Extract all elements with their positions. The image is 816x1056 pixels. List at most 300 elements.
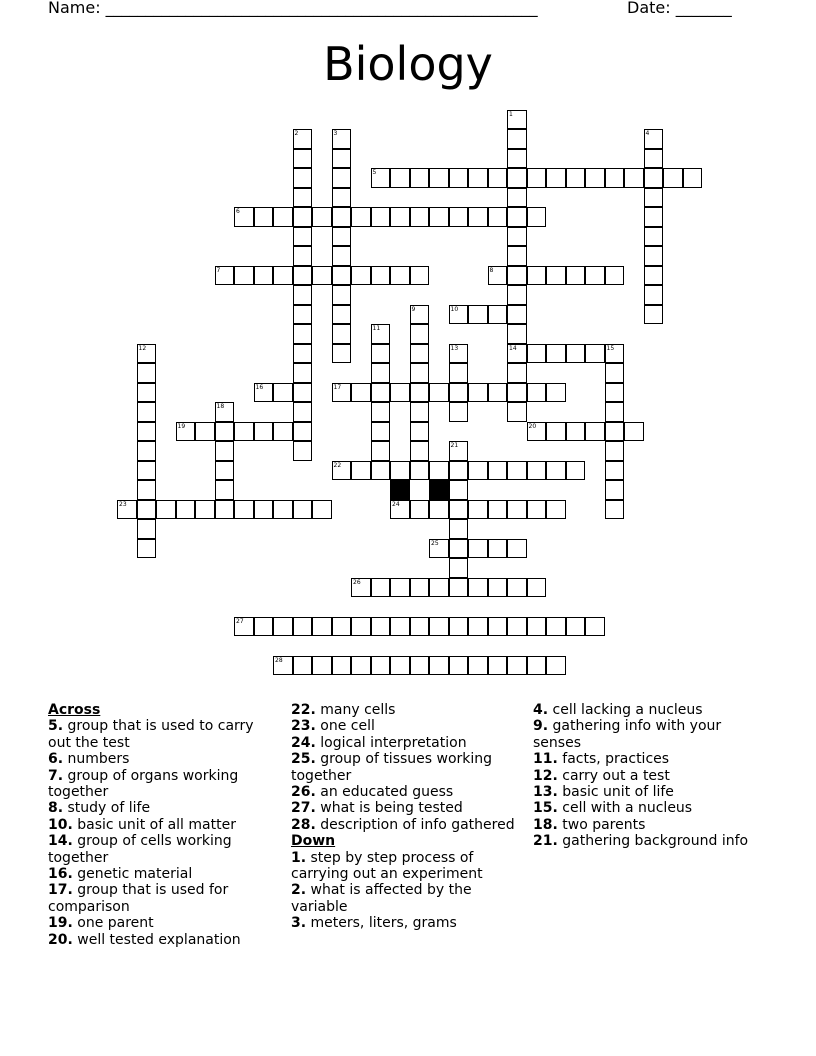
crossword-cell[interactable] bbox=[546, 422, 566, 442]
crossword-cell[interactable] bbox=[351, 656, 371, 676]
crossword-cell[interactable] bbox=[293, 149, 313, 169]
crossword-cell[interactable] bbox=[332, 617, 352, 637]
crossword-cell[interactable] bbox=[215, 480, 235, 500]
crossword-cell[interactable] bbox=[605, 168, 625, 188]
crossword-cell[interactable] bbox=[449, 617, 469, 637]
crossword-cell[interactable] bbox=[332, 656, 352, 676]
crossword-cell[interactable] bbox=[273, 656, 293, 676]
crossword-cell[interactable] bbox=[215, 461, 235, 481]
crossword-cell[interactable] bbox=[566, 422, 586, 442]
crossword-cell[interactable] bbox=[468, 383, 488, 403]
clue-number: 9. bbox=[533, 718, 549, 735]
crossword-cell[interactable] bbox=[254, 207, 274, 227]
crossword-cell[interactable] bbox=[507, 129, 527, 149]
crossword-cell[interactable] bbox=[663, 168, 683, 188]
crossword-cell[interactable] bbox=[351, 461, 371, 481]
crossword-cell[interactable] bbox=[254, 500, 274, 520]
crossword-cell[interactable] bbox=[117, 500, 137, 520]
clue-item bbox=[48, 768, 274, 801]
clue-text: gathering background info bbox=[557, 833, 749, 850]
crossword-cell[interactable] bbox=[390, 656, 410, 676]
crossword-cell[interactable] bbox=[293, 500, 313, 520]
crossword-cell[interactable] bbox=[176, 500, 196, 520]
clue-text: many cells bbox=[315, 702, 396, 718]
clue-number: 10. bbox=[48, 816, 73, 833]
crossword-cell[interactable] bbox=[546, 383, 566, 403]
crossword-cell[interactable] bbox=[332, 305, 352, 325]
crossword-cell[interactable] bbox=[488, 539, 508, 559]
crossword-cell[interactable] bbox=[156, 500, 176, 520]
crossword-cell[interactable] bbox=[644, 266, 664, 286]
crossword-cell[interactable] bbox=[644, 129, 664, 149]
clue-item bbox=[291, 882, 517, 915]
crossword-cell[interactable] bbox=[449, 539, 469, 559]
crossword-cell[interactable] bbox=[137, 519, 157, 539]
crossword-cell[interactable] bbox=[293, 383, 313, 403]
crossword-cell[interactable] bbox=[371, 402, 391, 422]
crossword-cell[interactable] bbox=[390, 500, 410, 520]
crossword-cell[interactable] bbox=[488, 207, 508, 227]
crossword-cell[interactable] bbox=[507, 578, 527, 598]
crossword-cell[interactable] bbox=[507, 656, 527, 676]
crossword-cell[interactable] bbox=[137, 480, 157, 500]
crossword-cell[interactable] bbox=[527, 383, 547, 403]
crossword-cell[interactable] bbox=[507, 266, 527, 286]
crossword-cell[interactable] bbox=[488, 617, 508, 637]
crossword-cell[interactable] bbox=[429, 578, 449, 598]
crossword-cell[interactable] bbox=[234, 207, 254, 227]
crossword-cell[interactable] bbox=[390, 266, 410, 286]
crossword-cell[interactable] bbox=[507, 539, 527, 559]
crossword-cell[interactable] bbox=[585, 344, 605, 364]
crossword-cell[interactable] bbox=[137, 344, 157, 364]
crossword-cell[interactable] bbox=[605, 383, 625, 403]
crossword-cell[interactable] bbox=[195, 500, 215, 520]
crossword-cell[interactable] bbox=[468, 617, 488, 637]
crossword-cell[interactable] bbox=[332, 266, 352, 286]
crossword-cell[interactable] bbox=[605, 402, 625, 422]
crossword-cell[interactable] bbox=[195, 422, 215, 442]
crossword-cell[interactable] bbox=[546, 344, 566, 364]
crossword-cell[interactable] bbox=[546, 266, 566, 286]
clue-item bbox=[48, 882, 274, 915]
crossword-cell[interactable] bbox=[293, 363, 313, 383]
crossword-cell[interactable] bbox=[585, 168, 605, 188]
crossword-cell[interactable] bbox=[312, 266, 332, 286]
crossword-cell[interactable] bbox=[644, 305, 664, 325]
crossword-cell[interactable] bbox=[371, 266, 391, 286]
crossword-cell[interactable] bbox=[468, 305, 488, 325]
crossword-cell[interactable] bbox=[410, 363, 430, 383]
clue-item bbox=[291, 702, 517, 718]
crossword-cell[interactable] bbox=[371, 363, 391, 383]
crossword-cell[interactable] bbox=[293, 285, 313, 305]
crossword-cell[interactable] bbox=[410, 207, 430, 227]
clues-column-3 bbox=[533, 702, 773, 850]
crossword-cell[interactable] bbox=[332, 227, 352, 247]
crossword-cell[interactable] bbox=[332, 129, 352, 149]
clue-text: one cell bbox=[315, 718, 375, 735]
cell-number: 2 bbox=[294, 130, 299, 137]
crossword-cell[interactable] bbox=[624, 422, 644, 442]
crossword-cell[interactable] bbox=[215, 266, 235, 286]
crossword-cell[interactable] bbox=[624, 168, 644, 188]
cell-number: 26 bbox=[353, 578, 361, 586]
crossword-cell[interactable] bbox=[293, 207, 313, 227]
crossword-cell[interactable] bbox=[527, 422, 547, 442]
crossword-cell[interactable] bbox=[546, 500, 566, 520]
crossword-cell[interactable] bbox=[410, 324, 430, 344]
crossword-cell[interactable] bbox=[546, 656, 566, 676]
crossword-cell[interactable] bbox=[351, 207, 371, 227]
crossword-cell[interactable] bbox=[468, 656, 488, 676]
cell-number: 9 bbox=[411, 305, 416, 313]
crossword-cell[interactable] bbox=[507, 617, 527, 637]
crossword-cell[interactable] bbox=[468, 500, 488, 520]
crossword-cell[interactable] bbox=[429, 539, 449, 559]
crossword-cell[interactable] bbox=[585, 617, 605, 637]
crossword-cell[interactable] bbox=[410, 402, 430, 422]
clue-number: 24. bbox=[291, 734, 316, 751]
crossword-cell[interactable] bbox=[429, 500, 449, 520]
crossword-cell[interactable] bbox=[488, 266, 508, 286]
crossword-cell[interactable] bbox=[449, 207, 469, 227]
crossword-cell[interactable] bbox=[410, 461, 430, 481]
crossword-cell[interactable] bbox=[527, 168, 547, 188]
crossword-cell[interactable] bbox=[546, 617, 566, 637]
crossword-cell[interactable] bbox=[429, 168, 449, 188]
crossword-cell[interactable] bbox=[371, 461, 391, 481]
crossword-cell[interactable] bbox=[488, 383, 508, 403]
crossword-cell[interactable] bbox=[546, 461, 566, 481]
crossword-cell[interactable] bbox=[293, 188, 313, 208]
crossword-cell[interactable] bbox=[507, 363, 527, 383]
crossword-cell[interactable] bbox=[683, 168, 703, 188]
crossword-cell[interactable] bbox=[644, 285, 664, 305]
crossword-cell[interactable] bbox=[332, 168, 352, 188]
crossword-cell[interactable] bbox=[605, 441, 625, 461]
crossword-cell[interactable] bbox=[429, 617, 449, 637]
crossword-cell[interactable] bbox=[332, 188, 352, 208]
crossword-cell[interactable] bbox=[527, 461, 547, 481]
crossword-cell[interactable] bbox=[468, 461, 488, 481]
crossword-cell[interactable] bbox=[390, 578, 410, 598]
clue-text: logical interpretation bbox=[315, 734, 467, 751]
crossword-cell[interactable] bbox=[332, 461, 352, 481]
crossword-cell[interactable] bbox=[390, 617, 410, 637]
crossword-cell[interactable] bbox=[605, 500, 625, 520]
crossword-cell[interactable] bbox=[410, 266, 430, 286]
crossword-cell[interactable] bbox=[332, 285, 352, 305]
crossword-cell[interactable] bbox=[644, 227, 664, 247]
crossword-cell[interactable] bbox=[488, 656, 508, 676]
cell-number: 19 bbox=[177, 422, 186, 430]
crossword-cell[interactable] bbox=[605, 344, 625, 364]
crossword-cell[interactable] bbox=[293, 129, 313, 149]
crossword-cell[interactable] bbox=[644, 168, 664, 188]
crossword-cell[interactable] bbox=[507, 324, 527, 344]
crossword-cell[interactable] bbox=[449, 383, 469, 403]
crossword-cell[interactable] bbox=[449, 344, 469, 364]
crossword-cell[interactable] bbox=[176, 422, 196, 442]
crossword-cell[interactable] bbox=[410, 344, 430, 364]
crossword-cell[interactable] bbox=[293, 227, 313, 247]
crossword-cell[interactable] bbox=[254, 383, 274, 403]
clue-text: cell lacking a nucleus bbox=[548, 702, 703, 718]
crossword-cell[interactable] bbox=[449, 519, 469, 539]
crossword-cell[interactable] bbox=[566, 266, 586, 286]
clue-item bbox=[533, 800, 773, 816]
crossword-cell[interactable] bbox=[605, 422, 625, 442]
crossword-cell[interactable] bbox=[351, 617, 371, 637]
crossword-cell[interactable] bbox=[410, 422, 430, 442]
crossword-cell[interactable] bbox=[293, 422, 313, 442]
crossword-cell[interactable] bbox=[312, 500, 332, 520]
crossword-cell[interactable] bbox=[605, 266, 625, 286]
crossword-cell[interactable] bbox=[507, 110, 527, 130]
crossword-cell[interactable] bbox=[644, 149, 664, 169]
crossword-cell[interactable] bbox=[566, 168, 586, 188]
clue-item bbox=[291, 850, 517, 883]
crossword-cell[interactable] bbox=[273, 383, 293, 403]
crossword-cell[interactable] bbox=[449, 578, 469, 598]
crossword-cell[interactable] bbox=[527, 207, 547, 227]
across-heading: Across bbox=[48, 702, 101, 718]
crossword-cell[interactable] bbox=[527, 617, 547, 637]
down-heading: Down bbox=[291, 833, 336, 850]
crossword-cell[interactable] bbox=[488, 305, 508, 325]
crossword-cell[interactable] bbox=[215, 500, 235, 520]
crossword-cell[interactable] bbox=[488, 168, 508, 188]
crossword-cell[interactable] bbox=[293, 246, 313, 266]
crossword-cell[interactable] bbox=[644, 246, 664, 266]
crossword-cell[interactable] bbox=[390, 383, 410, 403]
crossword-cell[interactable] bbox=[293, 324, 313, 344]
crossword-cell[interactable] bbox=[605, 480, 625, 500]
crossword-cell[interactable] bbox=[527, 500, 547, 520]
crossword-cell[interactable] bbox=[507, 207, 527, 227]
crossword-cell[interactable] bbox=[390, 207, 410, 227]
crossword-cell[interactable] bbox=[273, 617, 293, 637]
crossword-cell[interactable] bbox=[234, 617, 254, 637]
crossword-cell[interactable] bbox=[137, 500, 157, 520]
cell-number: 5 bbox=[372, 169, 377, 176]
crossword-cell[interactable] bbox=[293, 617, 313, 637]
crossword-cell[interactable] bbox=[273, 207, 293, 227]
crossword-cell[interactable] bbox=[137, 441, 157, 461]
crossword-cell[interactable] bbox=[585, 266, 605, 286]
clue-text: genetic material bbox=[72, 866, 193, 883]
crossword-cell[interactable] bbox=[507, 188, 527, 208]
crossword-cell[interactable] bbox=[488, 500, 508, 520]
crossword-cell[interactable] bbox=[644, 207, 664, 227]
crossword-cell[interactable] bbox=[410, 617, 430, 637]
crossword-cell[interactable] bbox=[410, 500, 430, 520]
crossword-cell[interactable] bbox=[215, 422, 235, 442]
crossword-cell[interactable] bbox=[312, 656, 332, 676]
crossword-cell[interactable] bbox=[273, 422, 293, 442]
cell-number: 18 bbox=[216, 403, 225, 410]
crossword-cell[interactable] bbox=[371, 168, 391, 188]
clue-text: description of info gathered bbox=[315, 816, 515, 833]
crossword-cell[interactable] bbox=[488, 461, 508, 481]
crossword-cell[interactable] bbox=[351, 266, 371, 286]
crossword-cell[interactable] bbox=[137, 363, 157, 383]
crossword-cell[interactable] bbox=[234, 500, 254, 520]
crossword-cell[interactable] bbox=[468, 168, 488, 188]
crossword-cell[interactable] bbox=[293, 656, 313, 676]
crossword-cell[interactable] bbox=[234, 422, 254, 442]
crossword-cell[interactable] bbox=[644, 188, 664, 208]
crossword-cell[interactable] bbox=[137, 539, 157, 559]
crossword-cell[interactable] bbox=[429, 461, 449, 481]
crossword-cell[interactable] bbox=[429, 383, 449, 403]
crossword-cell[interactable] bbox=[429, 656, 449, 676]
crossword-cell[interactable] bbox=[449, 363, 469, 383]
crossword-cell[interactable] bbox=[332, 149, 352, 169]
crossword-cell[interactable] bbox=[507, 168, 527, 188]
clue-number: 7. bbox=[48, 767, 64, 784]
crossword-cell[interactable] bbox=[332, 246, 352, 266]
crossword-cell[interactable] bbox=[468, 578, 488, 598]
crossword-cell[interactable] bbox=[429, 207, 449, 227]
crossword-cell[interactable] bbox=[371, 656, 391, 676]
cell-number: 15 bbox=[606, 344, 615, 352]
crossword-cell[interactable] bbox=[351, 383, 371, 403]
crossword-cell[interactable] bbox=[449, 656, 469, 676]
crossword-cell[interactable] bbox=[507, 246, 527, 266]
clue-item bbox=[291, 817, 517, 833]
cell-number: 1 bbox=[509, 110, 513, 118]
crossword-cell[interactable] bbox=[566, 617, 586, 637]
crossword-cell[interactable] bbox=[312, 207, 332, 227]
crossword-cell[interactable] bbox=[351, 578, 371, 598]
crossword-cell[interactable] bbox=[410, 168, 430, 188]
clue-number: 25. bbox=[291, 751, 316, 768]
crossword-cell[interactable] bbox=[449, 441, 469, 461]
clue-number: 26. bbox=[291, 784, 316, 801]
cell-number: 10 bbox=[450, 305, 459, 313]
clue-number: 4. bbox=[533, 702, 549, 718]
crossword-cell[interactable] bbox=[410, 441, 430, 461]
crossword-cell[interactable] bbox=[449, 402, 469, 422]
crossword-cell[interactable] bbox=[507, 305, 527, 325]
crossword-cell[interactable] bbox=[585, 422, 605, 442]
crossword-cell[interactable] bbox=[507, 500, 527, 520]
crossword-cell[interactable] bbox=[410, 656, 430, 676]
clue-item bbox=[291, 784, 517, 800]
crossword-cell[interactable] bbox=[371, 344, 391, 364]
crossword-cell[interactable] bbox=[488, 578, 508, 598]
crossword-cell[interactable] bbox=[410, 578, 430, 598]
crossword-cell[interactable] bbox=[449, 480, 469, 500]
crossword-cell[interactable] bbox=[332, 383, 352, 403]
crossword-cell[interactable] bbox=[273, 266, 293, 286]
crossword-cell[interactable] bbox=[449, 500, 469, 520]
crossword-cell[interactable] bbox=[449, 305, 469, 325]
crossword-cell[interactable] bbox=[137, 383, 157, 403]
crossword-cell[interactable] bbox=[293, 168, 313, 188]
crossword-cell[interactable] bbox=[449, 168, 469, 188]
crossword-cell[interactable] bbox=[410, 383, 430, 403]
clue-number: 11. bbox=[533, 751, 558, 768]
crossword-cell[interactable] bbox=[215, 441, 235, 461]
clue-number: 17. bbox=[48, 882, 73, 899]
clues-column-1 bbox=[48, 702, 274, 948]
crossword-cell[interactable] bbox=[293, 402, 313, 422]
crossword-cell[interactable] bbox=[254, 266, 274, 286]
crossword-cell[interactable] bbox=[332, 207, 352, 227]
crossword-cell[interactable] bbox=[371, 207, 391, 227]
crossword-cell[interactable] bbox=[507, 383, 527, 403]
crossword-cell[interactable] bbox=[527, 656, 547, 676]
crossword-cell[interactable] bbox=[527, 344, 547, 364]
crossword-cell[interactable] bbox=[605, 363, 625, 383]
crossword-cell[interactable] bbox=[332, 324, 352, 344]
cell-number: 12 bbox=[138, 344, 147, 352]
crossword-cell[interactable] bbox=[527, 578, 547, 598]
crossword-cell[interactable] bbox=[312, 617, 332, 637]
crossword-cell[interactable] bbox=[468, 539, 488, 559]
date-field-label: Date: _______ bbox=[627, 0, 732, 17]
crossword-cell[interactable] bbox=[546, 168, 566, 188]
crossword-cell[interactable] bbox=[234, 266, 254, 286]
crossword-cell[interactable] bbox=[605, 461, 625, 481]
crossword-cell[interactable] bbox=[254, 422, 274, 442]
crossword-cell[interactable] bbox=[215, 402, 235, 422]
clue-number: 21. bbox=[533, 833, 558, 850]
crossword-cell[interactable] bbox=[449, 558, 469, 578]
crossword-cell[interactable] bbox=[254, 617, 274, 637]
down-clue-list bbox=[291, 850, 517, 932]
crossword-cell[interactable] bbox=[390, 168, 410, 188]
crossword-cell[interactable] bbox=[566, 461, 586, 481]
crossword-cell[interactable] bbox=[507, 149, 527, 169]
crossword-cell[interactable] bbox=[507, 285, 527, 305]
crossword-cell[interactable] bbox=[507, 402, 527, 422]
crossword-cell[interactable] bbox=[468, 207, 488, 227]
crossword-cell[interactable] bbox=[410, 305, 430, 325]
crossword-cell[interactable] bbox=[371, 324, 391, 344]
clue-number: 6. bbox=[48, 751, 64, 768]
cell-number: 7 bbox=[216, 266, 221, 274]
crossword-cell[interactable] bbox=[507, 227, 527, 247]
crossword-cell[interactable] bbox=[137, 402, 157, 422]
crossword-cell[interactable] bbox=[137, 461, 157, 481]
crossword-cell[interactable] bbox=[371, 617, 391, 637]
crossword-cell[interactable] bbox=[390, 461, 410, 481]
crossword-cell[interactable] bbox=[566, 344, 586, 364]
crossword-cell[interactable] bbox=[371, 578, 391, 598]
clue-item bbox=[533, 702, 773, 718]
crossword-cell[interactable] bbox=[527, 266, 547, 286]
crossword-cell[interactable] bbox=[293, 305, 313, 325]
crossword-cell[interactable] bbox=[449, 461, 469, 481]
crossword-cell[interactable] bbox=[507, 344, 527, 364]
clue-text: what is being tested bbox=[315, 800, 463, 817]
crossword-cell[interactable] bbox=[293, 266, 313, 286]
clue-number: 2. bbox=[291, 882, 307, 899]
crossword-cell[interactable] bbox=[137, 422, 157, 442]
crossword-cell[interactable] bbox=[332, 344, 352, 364]
crossword-cell[interactable] bbox=[293, 344, 313, 364]
crossword-cell[interactable] bbox=[273, 500, 293, 520]
crossword-cell[interactable] bbox=[371, 383, 391, 403]
crossword-cell[interactable] bbox=[507, 461, 527, 481]
crossword-cell[interactable] bbox=[371, 422, 391, 442]
crossword-cell[interactable] bbox=[293, 441, 313, 461]
crossword-cell[interactable] bbox=[371, 441, 391, 461]
